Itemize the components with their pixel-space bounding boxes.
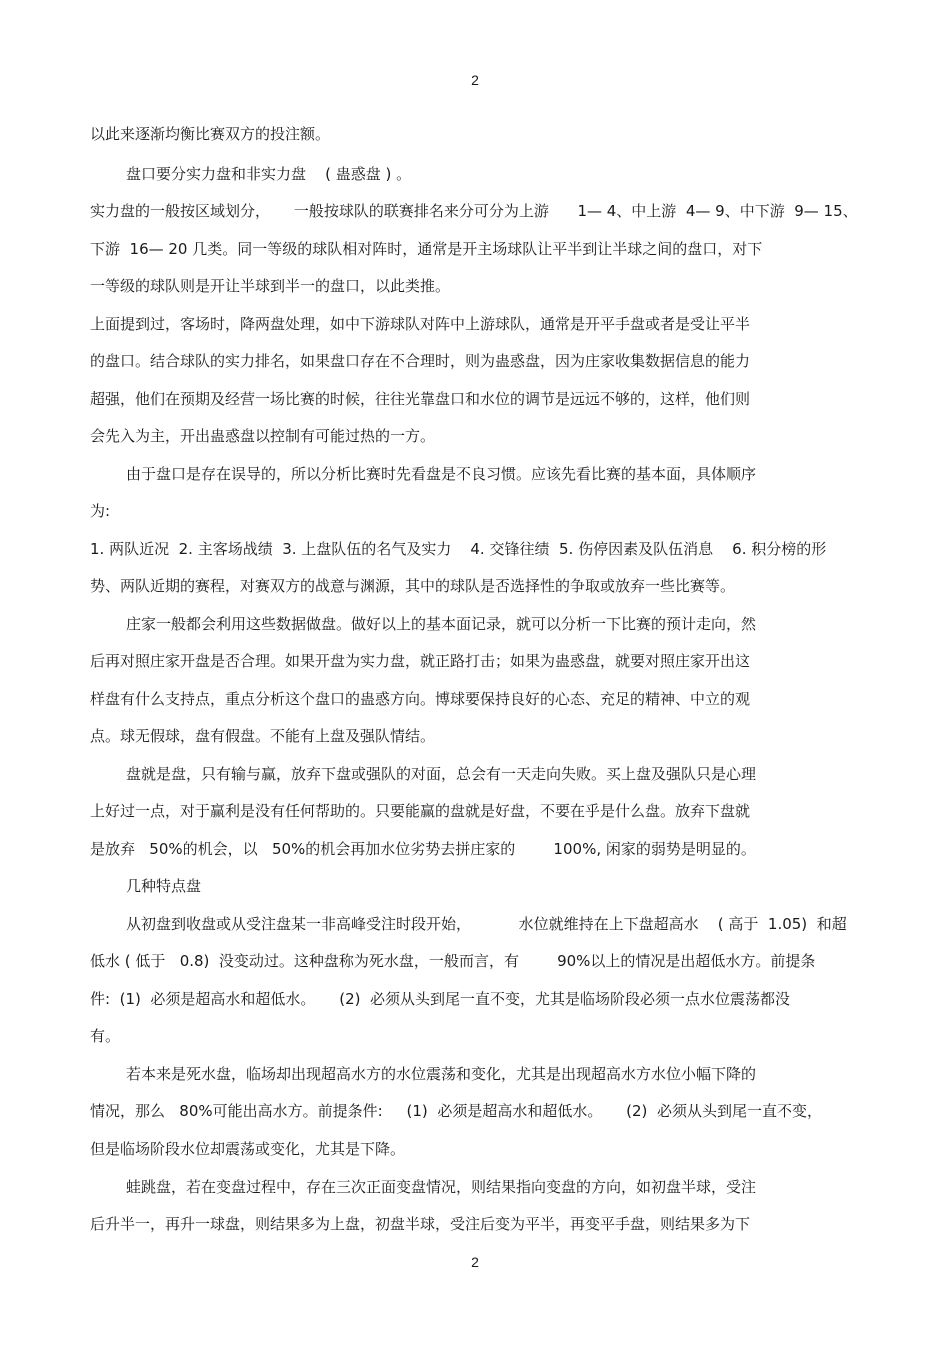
text-line: 上好过一点，对于赢利是没有任何帮助的。只要能赢的盘就是好盘，不要在乎是什么盘。放弃下盘就 [90, 802, 751, 820]
text-line: 后再对照庄家开盘是否合理。如果开盘为实力盘，就正路打击；如果为蛊惑盘，就要对照庄家开出这 [90, 652, 751, 670]
text-line: 势、两队近期的赛程，对赛双方的战意与渊源，其中的球队是否选择性的争取或放弃一些比赛等。 [90, 577, 736, 595]
text-line: 超强，他们在预期及经营一场比赛的时候，往往光靠盘口和水位的调节是远远不够的，这样，他们则 [90, 390, 751, 408]
text-line: 盘口要分实力盘和非实力盘 ( 蛊惑盘 ) 。 [126, 165, 412, 183]
text-line: 以此来逐渐均衡比赛双方的投注额。 [90, 125, 331, 143]
page-number-top: 2 [471, 72, 479, 88]
text-line: 低水 ( 低于 0.8) 没变动过。这种盘称为死水盘，一般而言，有 90%以上的情况是出超低水方。前提条 [90, 952, 816, 970]
text-line: 但是临场阶段水位却震荡或变化，尤其是下降。 [90, 1140, 406, 1158]
text-line: 蛙跳盘，若在变盘过程中，存在三次正面变盘情况，则结果指向变盘的方向，如初盘半球，受注 [126, 1178, 757, 1196]
text-line: 下游 16— 20 几类。同一等级的球队相对阵时，通常是开主场球队让平半到让半球之间的盘口，对下 [90, 240, 763, 258]
text-line: 件: (1) 必须是超高水和超低水。 (2) 必须从头到尾一直不变，尤其是临场阶段必须一点水位震荡都没 [90, 990, 791, 1008]
section-heading: 几种特点盘 [126, 877, 202, 895]
text-line: 是放弃 50%的机会，以 50%的机会再加水位劣势去拼庄家的 100%, 闲家的弱势是明显的。 [90, 840, 756, 858]
text-line: 庄家一般都会利用这些数据做盘。做好以上的基本面记录，就可以分析一下比赛的预计走向，然 [126, 615, 757, 633]
page-number-bottom: 2 [471, 1254, 479, 1270]
text-line: 实力盘的一般按区域划分， 一般按球队的联赛排名来分可分为上游 1— 4、中上游 4— 9、中下游 9— 15、 [90, 202, 858, 220]
text-line: 若本来是死水盘，临场却出现超高水方的水位震荡和变化，尤其是出现超高水方水位小幅下降的 [126, 1065, 757, 1083]
text-line: 一等级的球队则是开让半球到半一的盘口，以此类推。 [90, 277, 451, 295]
text-line: 点。球无假球，盘有假盘。不能有上盘及强队情结。 [90, 727, 436, 745]
text-line: 为: [90, 502, 111, 520]
text-line: 由于盘口是存在误导的，所以分析比赛时先看盘是不良习惯。应该先看比赛的基本面，具体顺序 [126, 465, 757, 483]
text-line: 1. 两队近况 2. 主客场战绩 3. 上盘队伍的名气及实力 4. 交锋往绩 5. 伤停因素及队伍消息 6. 积分榜的形 [90, 540, 827, 558]
text-line: 后升半一，再升一球盘，则结果多为上盘，初盘半球，受注后变为平半，再变平手盘，则结果多为下 [90, 1215, 751, 1233]
text-line: 情况，那么 80%可能出高水方。前提条件: (1) 必须是超高水和超低水。 (2) 必须从头到尾一直不变， [90, 1102, 822, 1120]
text-line: 的盘口。结合球队的实力排名，如果盘口存在不合理时，则为蛊惑盘，因为庄家收集数据信息的能力 [90, 352, 751, 370]
text-line: 盘就是盘，只有输与赢，放弃下盘或强队的对面，总会有一天走向失败。买上盘及强队只是心理 [126, 765, 757, 783]
text-line: 从初盘到收盘或从受注盘某一非高峰受注时段开始， 水位就维持在上下盘超高水 ( 高于 1.05) 和超 [126, 915, 847, 933]
text-line: 样盘有什么支持点，重点分析这个盘口的蛊惑方向。博球要保持良好的心态、充足的精神、中立的观 [90, 690, 751, 708]
text-line: 有。 [90, 1027, 121, 1045]
text-line: 会先入为主，开出蛊惑盘以控制有可能过热的一方。 [90, 427, 436, 445]
text-line: 上面提到过，客场时，降两盘处理，如中下游球队对阵中上游球队，通常是开平手盘或者是受让平半 [90, 315, 751, 333]
